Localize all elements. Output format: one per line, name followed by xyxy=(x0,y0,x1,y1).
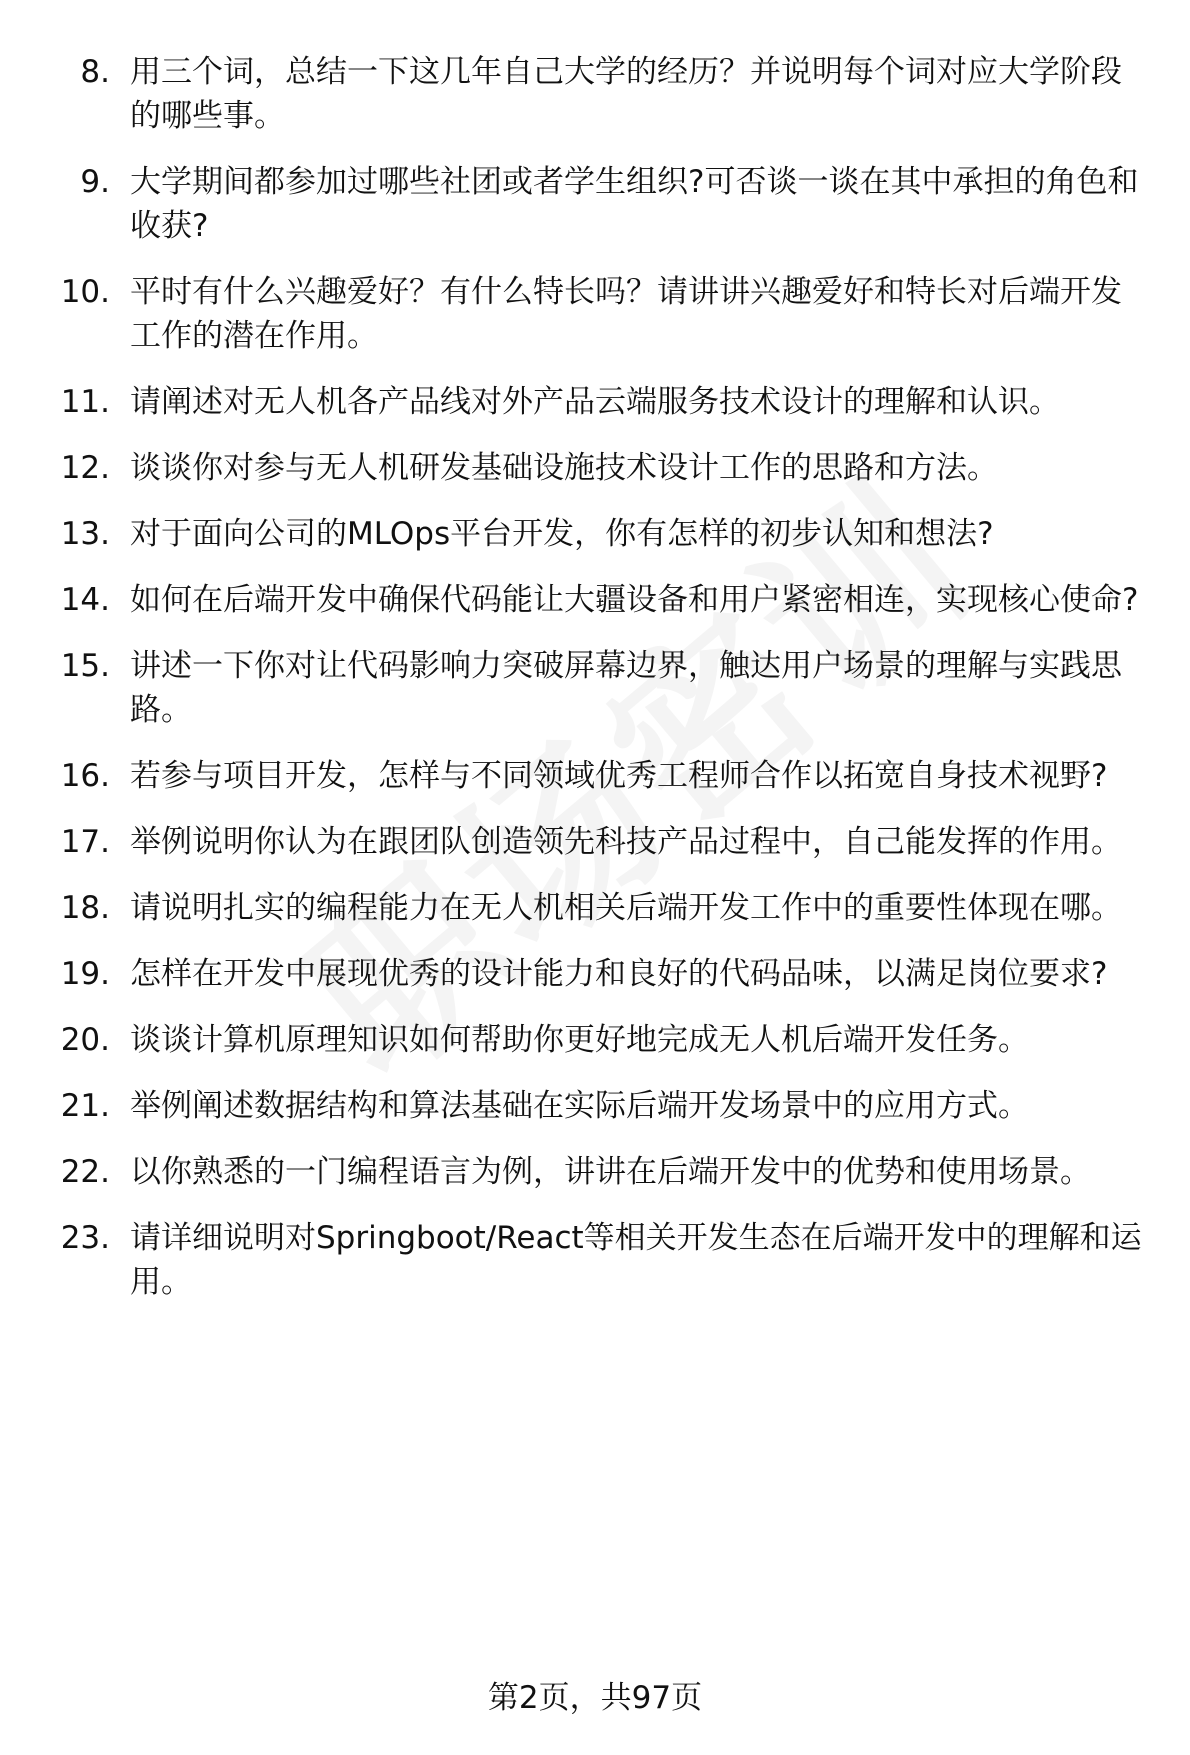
question-number: 16. xyxy=(60,758,110,794)
question-text: 谈谈你对参与无人机研发基础设施技术设计工作的思路和方法。 xyxy=(130,450,998,486)
question-text: 举例说明你认为在跟团队创造领先科技产品过程中，自己能发挥的作用。 xyxy=(130,824,1122,860)
list-item xyxy=(0,1084,1190,1128)
question-number: 10. xyxy=(60,274,110,310)
list-item xyxy=(0,754,1190,798)
list-item xyxy=(0,270,1190,358)
list-item xyxy=(0,380,1190,424)
list-item xyxy=(0,820,1190,864)
question-number: 19. xyxy=(60,956,110,992)
question-number: 22. xyxy=(60,1154,110,1190)
question-number: 17. xyxy=(60,824,110,860)
question-number: 8. xyxy=(80,54,110,90)
question-text: 谈谈计算机原理知识如何帮助你更好地完成无人机后端开发任务。 xyxy=(130,1022,1029,1058)
question-text: 举例阐述数据结构和算法基础在实际后端开发场景中的应用方式。 xyxy=(130,1088,1029,1124)
list-item xyxy=(0,1150,1190,1194)
list-item xyxy=(0,446,1190,490)
list-item xyxy=(0,578,1190,622)
question-text: 平时有什么兴趣爱好？有什么特长吗？请讲讲兴趣爱好和特长对后端开发工作的潜在作用。 xyxy=(130,274,1122,354)
question-number: 23. xyxy=(60,1220,110,1256)
question-text: 若参与项目开发，怎样与不同领域优秀工程师合作以拓宽自身技术视野? xyxy=(130,758,1108,794)
list-item xyxy=(0,50,1190,138)
question-list xyxy=(0,50,1190,1326)
question-text: 大学期间都参加过哪些社团或者学生组织?可否谈一谈在其中承担的角色和收获? xyxy=(130,164,1139,244)
question-number: 14. xyxy=(60,582,110,618)
list-item xyxy=(0,160,1190,248)
question-number: 20. xyxy=(60,1022,110,1058)
list-item xyxy=(0,644,1190,732)
question-text: 讲述一下你对让代码影响力突破屏幕边界，触达用户场景的理解与实践思路。 xyxy=(130,648,1122,728)
question-number: 15. xyxy=(60,648,110,684)
list-item xyxy=(0,952,1190,996)
list-item xyxy=(0,886,1190,930)
list-item xyxy=(0,512,1190,556)
question-text: 请阐述对无人机各产品线对外产品云端服务技术设计的理解和认识。 xyxy=(130,384,1060,420)
list-item xyxy=(0,1216,1190,1304)
question-number: 18. xyxy=(60,890,110,926)
question-number: 21. xyxy=(60,1088,110,1124)
question-text: 以你熟悉的一门编程语言为例，讲讲在后端开发中的优势和使用场景。 xyxy=(130,1154,1091,1190)
question-text: 用三个词，总结一下这几年自己大学的经历？并说明每个词对应大学阶段的哪些事。 xyxy=(130,54,1122,134)
list-item xyxy=(0,1018,1190,1062)
question-number: 12. xyxy=(60,450,110,486)
question-text: 怎样在开发中展现优秀的设计能力和良好的代码品味，以满足岗位要求? xyxy=(130,956,1108,992)
question-number: 11. xyxy=(60,384,110,420)
question-text: 请说明扎实的编程能力在无人机相关后端开发工作中的重要性体现在哪。 xyxy=(130,890,1122,926)
question-text: 如何在后端开发中确保代码能让大疆设备和用户紧密相连，实现核心使命? xyxy=(130,582,1139,618)
question-text: 请详细说明对Springboot/React等相关开发生态在后端开发中的理解和运用。 xyxy=(130,1220,1142,1300)
question-number: 13. xyxy=(60,516,110,552)
question-number: 9. xyxy=(80,164,110,200)
page-indicator: 第2页，共97页 xyxy=(487,1680,703,1716)
question-text: 对于面向公司的MLOps平台开发，你有怎样的初步认知和想法? xyxy=(130,516,994,552)
